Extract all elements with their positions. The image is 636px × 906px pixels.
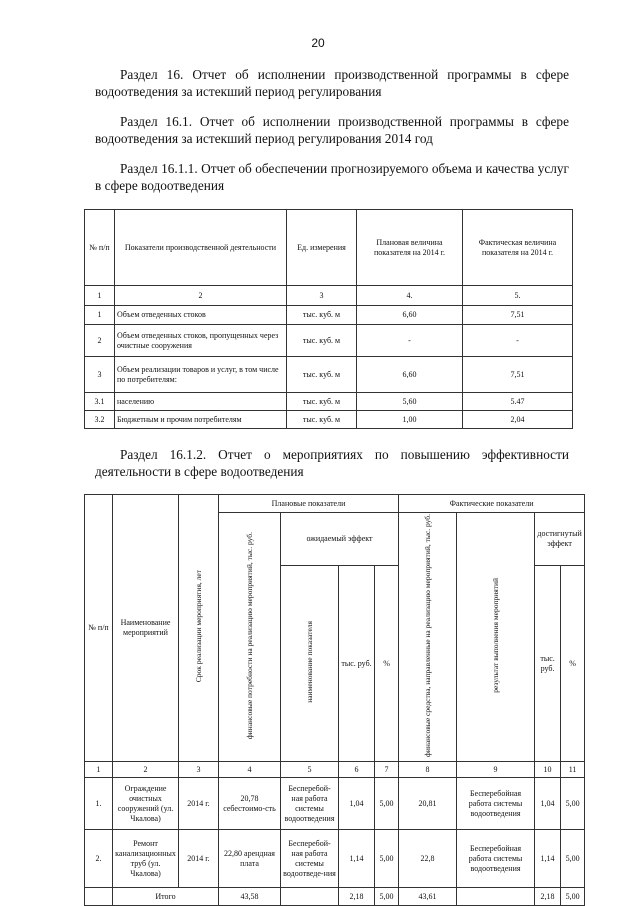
table-cell: 2014 г. [179, 778, 219, 830]
table-cell: тыс. куб. м [287, 306, 357, 325]
t1-colnum: 3 [287, 286, 357, 306]
table-cell: 2,18 [339, 888, 375, 906]
table-cell: тыс. куб. м [287, 325, 357, 357]
section-16-heading: Раздел 16. Отчет об исполнении производственной программы в сфере водоотведения за истекший период регулирования [95, 67, 569, 99]
table-cell: 2014 г. [179, 830, 219, 888]
table-cell: Объем реализации товаров и услуг, в том числе по потребителям: [115, 357, 287, 393]
table-cell: 1. [85, 778, 113, 830]
t1-header-planned: Плановая величина показателя на 2014 г. [357, 210, 463, 286]
t2-header-planned: Плановые показатели [219, 495, 399, 513]
table-cell: Бесперебойная работа системы водоотведения [457, 778, 535, 830]
production-volume-table [84, 209, 573, 429]
t2-colnum: 2 [113, 762, 179, 778]
table-cell: 6,60 [357, 357, 463, 393]
t1-header-num: № п/п [85, 210, 115, 286]
table-cell: Объем отведенных стоков, пропущенных через очистные сооружения [115, 325, 287, 357]
table-cell: 1 [85, 306, 115, 325]
table-cell: 1,00 [357, 411, 463, 429]
table-cell: 5,00 [561, 778, 585, 830]
t2-colnum: 11 [561, 762, 585, 778]
table1-header-row [85, 210, 573, 286]
efficiency-measures-table [84, 494, 585, 906]
section-16-1-1-heading: Раздел 16.1.1. Отчет об обеспечении прогнозируемого объема и качества услуг в сфере водоотведения [95, 161, 569, 193]
table-cell: 43,58 [219, 888, 281, 906]
t2-colnum: 1 [85, 762, 113, 778]
table-cell: 5,00 [561, 830, 585, 888]
page-number: 20 [311, 36, 325, 50]
t2-header-expected: ожидаемый эффект [281, 513, 399, 566]
t2-colnum: 6 [339, 762, 375, 778]
t1-header-indicator: Показатели производственной деятельности [115, 210, 287, 286]
table-row [85, 357, 573, 393]
table-cell [281, 888, 339, 906]
table-cell: Объем отведенных стоков [115, 306, 287, 325]
table-cell: 20,81 [399, 778, 457, 830]
table-cell: 3.1 [85, 393, 115, 411]
t2-header-num: № п/п [85, 495, 113, 762]
table-cell: Бесперебой-ная работа системы водоотведе-ния [281, 830, 339, 888]
table-cell: 6,60 [357, 306, 463, 325]
table-cell: тыс. куб. м [287, 357, 357, 393]
table-cell: 1,04 [535, 778, 561, 830]
t1-colnum: 2 [115, 286, 287, 306]
t2-header-fin-plan [219, 513, 281, 762]
table-cell: 3.2 [85, 411, 115, 429]
t2-header-fin-actual [399, 513, 457, 762]
table-cell: населению [115, 393, 287, 411]
table-cell: 22,80 арендная плата [219, 830, 281, 888]
table-row [85, 411, 573, 429]
t2-colnum: 3 [179, 762, 219, 778]
t1-colnum: 5. [463, 286, 573, 306]
table-cell: Бесперебой-ная работа системы водоотведения [281, 778, 339, 830]
t2-header-result [457, 513, 535, 762]
table-cell: 5,00 [561, 888, 585, 906]
table-cell: Ремонт канализационных труб (ул. Чкалова) [113, 830, 179, 888]
table-cell [457, 888, 535, 906]
table-cell: 22,8 [399, 830, 457, 888]
table-cell: Бюджетным и прочим потребителям [115, 411, 287, 429]
table-cell: 2,04 [463, 411, 573, 429]
table-row [85, 830, 585, 888]
t2-header-percent: % [375, 566, 399, 762]
table-cell: 7,51 [463, 357, 573, 393]
t2-colnum: 9 [457, 762, 535, 778]
t2-header-fin-plan-text: финансовые потребности на реализацию мероприятий, тыс. руб. [245, 531, 254, 740]
t2-header-row-1 [85, 495, 585, 513]
t2-colnum: 4 [219, 762, 281, 778]
table-cell: тыс. куб. м [287, 411, 357, 429]
t2-header-achieved: достигнутый эффект [535, 513, 585, 566]
t2-colnum: 5 [281, 762, 339, 778]
table1-number-row [85, 286, 573, 306]
table-cell: тыс. куб. м [287, 393, 357, 411]
table-cell: 43,61 [399, 888, 457, 906]
table-cell: 1,04 [339, 778, 375, 830]
t2-number-row [85, 762, 585, 778]
table-cell: 5,00 [375, 778, 399, 830]
section-16-1-2-heading: Раздел 16.1.2. Отчет о мероприятиях по повышению эффективности деятельности в сфере водоотведения [95, 447, 569, 479]
t2-header-term [179, 495, 219, 762]
t1-header-unit: Ед. измерения [287, 210, 357, 286]
table-cell: 5,00 [375, 830, 399, 888]
table-cell: 2 [85, 325, 115, 357]
table-cell: 5,00 [375, 888, 399, 906]
table-cell: 5.47 [463, 393, 573, 411]
table-cell: 2. [85, 830, 113, 888]
t2-header-thous-rub: тыс. руб. [339, 566, 375, 762]
t2-header-percent-2: % [561, 566, 585, 762]
t2-header-name: Наименование мероприятий [113, 495, 179, 762]
t1-colnum: 4. [357, 286, 463, 306]
t2-total-row [85, 888, 585, 906]
table-cell: 3 [85, 357, 115, 393]
t2-header-fin-actual-text: финансовые средства, направленные на реализацию мероприятий, тыс. руб. [423, 514, 433, 758]
section-16-1-heading: Раздел 16.1. Отчет об исполнении производственной программы в сфере водоотведения за истекший период регулирования 2014 год [95, 114, 569, 146]
table-cell: 1,14 [339, 830, 375, 888]
t2-header-indicator-text: наименование показателя [305, 621, 314, 704]
table-cell: 2,18 [535, 888, 561, 906]
table-cell: 20,78 себестоимо-сть [219, 778, 281, 830]
table-cell: 1,14 [535, 830, 561, 888]
t2-header-term-text: Срок реализации мероприятия, лет [194, 570, 203, 683]
table-cell: - [357, 325, 463, 357]
table-row [85, 778, 585, 830]
table-cell [85, 888, 113, 906]
table-row [85, 306, 573, 325]
t2-colnum: 7 [375, 762, 399, 778]
table-cell: Ограждение очистных сооружений (ул. Чкалова) [113, 778, 179, 830]
table-cell: Бесперебойная работа системы водоотведения [457, 830, 535, 888]
t2-colnum: 10 [535, 762, 561, 778]
table-row [85, 325, 573, 357]
t2-header-thous-rub-2: тыс. руб. [535, 566, 561, 762]
t2-header-actual: Фактические показатели [399, 495, 585, 513]
t1-header-actual: Фактическая величина показателя на 2014 г. [463, 210, 573, 286]
table-cell: 7,51 [463, 306, 573, 325]
t2-colnum: 8 [399, 762, 457, 778]
table-cell: 5,60 [357, 393, 463, 411]
t2-total-label: Итого [113, 888, 219, 906]
t2-header-result-text: результат выполнения мероприятий [491, 578, 501, 693]
t2-header-indicator [281, 566, 339, 762]
table-row [85, 393, 573, 411]
table-cell: - [463, 325, 573, 357]
t1-colnum: 1 [85, 286, 115, 306]
